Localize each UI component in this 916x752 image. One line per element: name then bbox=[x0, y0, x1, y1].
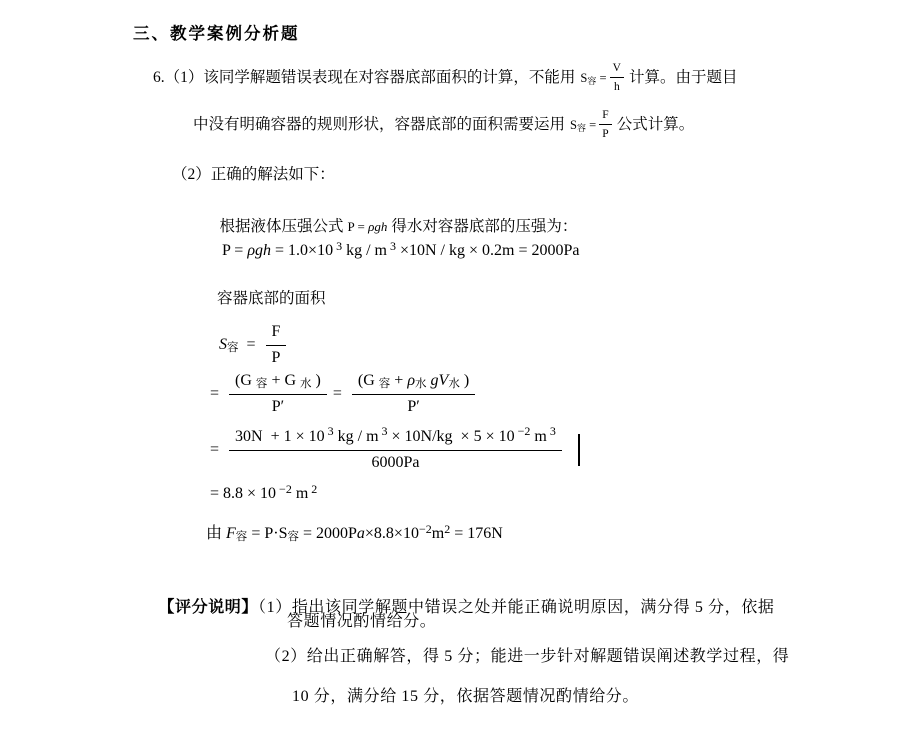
answer-line-1-pre: 6.（1）该同学解题错误表现在对容器底部面积的计算，不能用 bbox=[153, 68, 576, 86]
scoring-line-4: 10 分，满分给 15 分，依据答题情况酌情给分。 bbox=[292, 688, 640, 705]
area-equation-step1 bbox=[219, 321, 292, 369]
fraction bbox=[229, 371, 327, 418]
area-equation-step3 bbox=[210, 424, 580, 476]
fraction-denominator: P′ bbox=[271, 397, 285, 415]
fraction bbox=[610, 61, 624, 95]
answer-line-1 bbox=[153, 56, 738, 100]
fraction-numerator: V bbox=[610, 61, 624, 78]
section-title: 三、教学案例分析题 bbox=[133, 24, 300, 43]
fraction-numerator: (G 容 + G 水 ) bbox=[229, 371, 327, 395]
fraction-denominator: P′ bbox=[407, 397, 420, 415]
answer-line-1-post: 计算。由于题目 bbox=[628, 68, 738, 86]
fraction-numerator: F bbox=[599, 108, 611, 125]
method-heading: （2）正确的解法如下： bbox=[172, 166, 335, 183]
scoring-line-1 bbox=[140, 577, 774, 639]
force-equation: 由 F容 = P·S容 = $2000Pa\times 8.8\times 10^{-2}m^2 = 176N$ bbox=[206, 521, 503, 544]
scoring-line-1-text: （1）指出该同学解题中错误之处并能正确说明原因，满分得 5 分，依据 bbox=[258, 598, 775, 616]
formula-lead: S容 = bbox=[219, 335, 260, 354]
fraction-numerator: F bbox=[266, 322, 287, 346]
formula-p-rho-gh: P = ρgh bbox=[347, 219, 388, 235]
answer-line-2-post: 公式计算。 bbox=[616, 115, 695, 133]
answer-line-2 bbox=[193, 103, 694, 147]
scoring-line-2: 答题情况酌情给分。 bbox=[287, 613, 437, 630]
formula-lead: S容 = bbox=[580, 70, 610, 86]
fraction-denominator: P bbox=[271, 348, 281, 366]
fraction bbox=[229, 424, 562, 474]
formula-s-equals-v-over-h bbox=[580, 61, 624, 95]
area-label: 容器底部的面积 bbox=[217, 290, 326, 307]
scoring-line-3: （2）给出正确解答，得 5 分；能进一步针对解题错误阐述教学过程，得 bbox=[265, 648, 790, 665]
pressure-sentence-pre: 根据液体压强公式 bbox=[219, 218, 344, 236]
fraction bbox=[599, 108, 611, 142]
pressure-equation: P = ρgh = 1.0×10 $^3$ kg / m $^3$ ×10N / kg × 0.2m = 2000Pa bbox=[222, 238, 580, 259]
scoring-label: 【评分说明】 bbox=[158, 598, 259, 616]
fraction-denominator: P bbox=[602, 128, 609, 140]
formula-s-equals-f-over-p bbox=[570, 108, 612, 142]
area-equation-step2 bbox=[210, 368, 481, 420]
equals-sign: = bbox=[210, 384, 220, 402]
text-cursor bbox=[578, 434, 580, 466]
fraction bbox=[352, 371, 475, 418]
answer-line-2-pre: 中没有明确容器的规则形状，容器底部的面积需要运用 bbox=[193, 115, 566, 133]
fraction-numerator: 30N + 1 × 10 $^3$ kg / m $^3$ × 10N/kg × 5 × 10 $^{-2}$ m $^3$ bbox=[229, 427, 562, 451]
pressure-sentence-post: 得水对容器底部的压强为： bbox=[391, 218, 578, 236]
equals-sign: = bbox=[332, 384, 342, 402]
area-result: = 8.8 × 10 $^{-2}$ m $^2$ bbox=[210, 481, 318, 502]
fraction-numerator: (G 容 + ρ水 gV水 ) bbox=[352, 371, 475, 395]
fraction bbox=[266, 322, 287, 369]
fraction-denominator: 6000Pa bbox=[371, 453, 420, 471]
fraction-denominator: h bbox=[613, 81, 620, 93]
formula-lead: S容 = bbox=[570, 117, 600, 133]
equals-sign: = bbox=[210, 440, 220, 458]
